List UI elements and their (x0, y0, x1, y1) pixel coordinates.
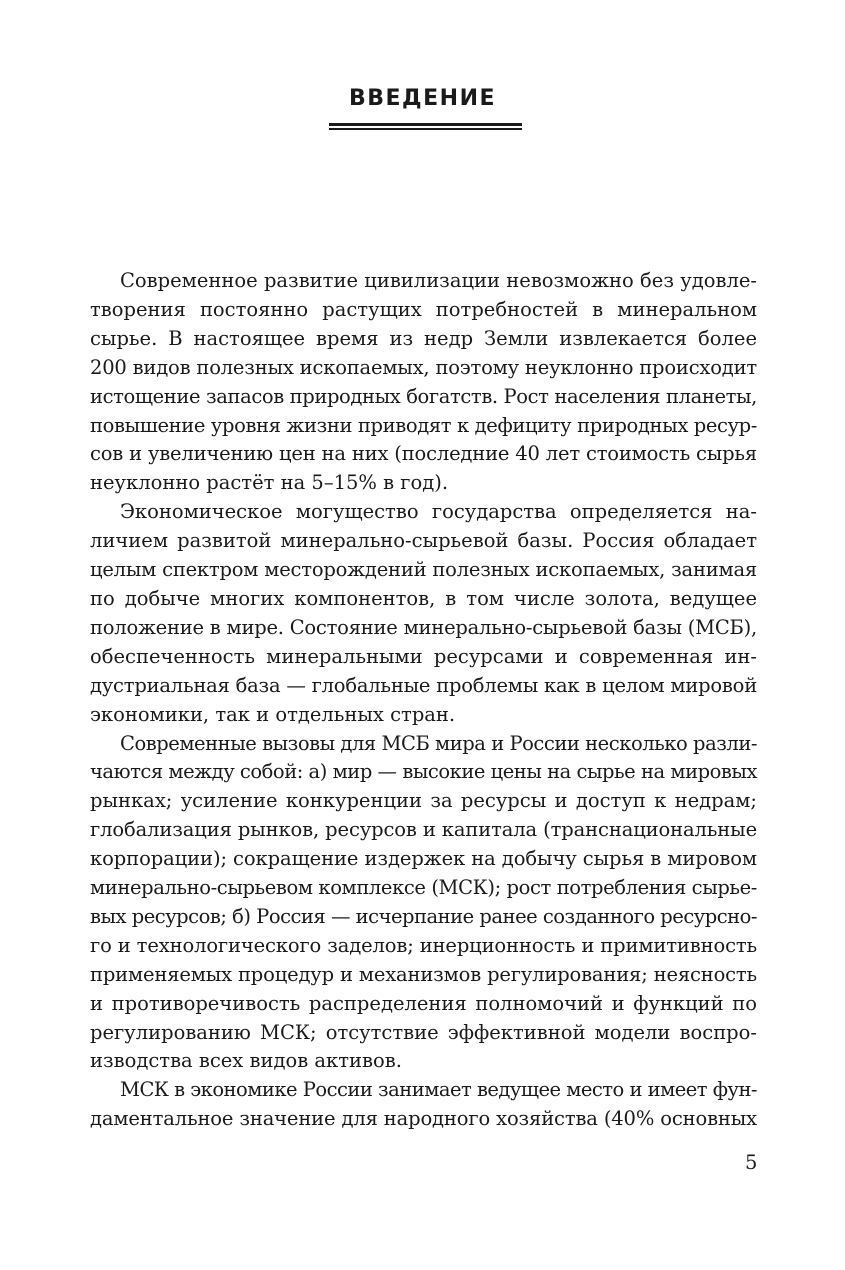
text-line: и противоречивость распределения полномочий и функций по (90, 991, 757, 1015)
text-line: обеспеченность минеральными ресурсами и современная ин- (90, 644, 757, 668)
text-line: рынках; усиление конкуренции за ресурсы и доступ к недрам; (90, 789, 757, 813)
text-line: личием развитой минерально-сырьевой базы. Россия обладает (90, 529, 757, 553)
heading-underline-thin (329, 128, 522, 130)
text-line: вых ресурсов; б) Россия — исчерпание ранее созданного ресурсно- (90, 904, 757, 928)
text-line: творения постоянно растущих потребностей в минеральном (90, 297, 757, 321)
text-line: 200 видов полезных ископаемых, поэтому неуклонно происходит (90, 355, 757, 379)
text-line: корпорации); сокращение издержек на добычу сырья в мировом (90, 847, 757, 871)
chapter-heading: ВВЕДЕНИЕ (348, 86, 497, 111)
text-line: повышение уровня жизни приводят к дефициту природных ресур- (90, 413, 757, 437)
text-line: применяемых процедур и механизмов регулирования; неясность (90, 962, 757, 986)
text-line: истощение запасов природных богатств. Рост населения планеты, (90, 384, 757, 408)
text-line: Современное развитие цивилизации невозможно без удовле- (120, 269, 757, 292)
text-line: го и технологического заделов; инерционность и примитивность (90, 933, 757, 957)
text-line: дустриальная база — глобальные проблемы как в целом мировой (90, 673, 757, 697)
text-line: МСК в экономике России занимает ведущее место и имеет фун- (120, 1078, 757, 1102)
text-line: глобализация рынков, ресурсов и капитала (транснациональные (90, 818, 757, 842)
text-line: экономики, так и отдельных стран. (90, 702, 456, 726)
text-line: по добыче многих компонентов, в том числе золота, ведущее (90, 586, 757, 610)
text-line: изводства всех видов активов. (90, 1049, 402, 1073)
page-number: 5 (745, 1151, 758, 1174)
body-text (90, 267, 757, 1134)
text-line: сырье. В настоящее время из недр Земли извлекается более (90, 326, 757, 350)
text-line: целым спектром месторождений полезных ископаемых, занимая (90, 558, 757, 582)
text-line: неуклонно растёт на 5–15% в год). (90, 471, 449, 495)
text-line: чаются между собой: а) мир — высокие цены на сырье на мировых (90, 760, 757, 784)
text-line: даментальное значение для народного хозяйства (40% основных (90, 1107, 757, 1131)
heading-underline-thick (329, 123, 522, 126)
text-line: минерально-сырьевом комплексе (МСК); рост потребления сырье- (90, 876, 757, 900)
text-line: сов и увеличению цен на них (последние 40 лет стоимость сырья (90, 442, 757, 466)
text-line: Экономическое могущество государства определяется на- (120, 500, 757, 524)
text-line: Современные вызовы для МСБ мира и России несколько разли- (120, 731, 757, 755)
text-line: положение в мире. Состояние минерально-сырьевой базы (МСБ), (90, 615, 757, 639)
text-line: регулированию МСК; отсутствие эффективной модели воспро- (90, 1020, 757, 1044)
